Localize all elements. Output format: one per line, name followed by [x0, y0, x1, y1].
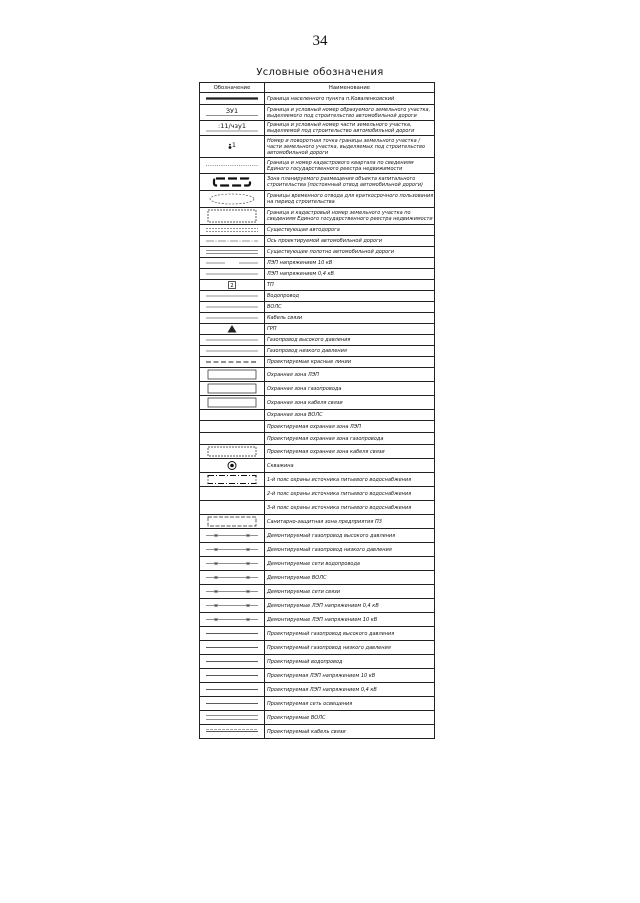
legend-row	[200, 599, 435, 613]
legend-symbol-cell	[200, 725, 265, 739]
legend-name: Проектируемый газопровод низкого давления	[265, 641, 435, 655]
sanitary-belt-2-icon	[200, 487, 264, 500]
legend-symbol-cell	[200, 105, 265, 121]
legend-name: Граница и номер кадастрового квартала по сведениям Единого государственного реестра недвижимости	[265, 158, 435, 174]
header-name: Наименование	[265, 83, 435, 93]
legend-name: Охранная зона кабеля связи	[265, 396, 435, 410]
legend-symbol-cell	[200, 421, 265, 433]
planned-zone-bold-dashed-icon	[200, 174, 264, 190]
legend-symbol-cell	[200, 382, 265, 396]
legend-symbol-cell	[200, 655, 265, 669]
fiber-optic-line-icon	[200, 302, 264, 312]
substation-box-icon	[200, 280, 264, 290]
legend-name: Демонтируемые сети связи	[265, 585, 435, 599]
fiber-zone-rect-icon	[200, 410, 264, 420]
legend-name: Зона планируемого размещения объекта капитального строительства (постоянный отвод автомобильной дороги)	[265, 174, 435, 191]
legend-name: Скважина	[265, 459, 435, 473]
legend-name: Охранная зона ВОЛС	[265, 410, 435, 421]
legend-header-row	[200, 83, 435, 93]
legend-row	[200, 641, 435, 655]
legend-row	[200, 571, 435, 585]
legend-symbol-cell	[200, 324, 265, 335]
parcel-number-text	[200, 105, 264, 120]
dismantled-gas-low-icon	[200, 543, 264, 556]
power-line-04kv-icon	[200, 269, 264, 279]
legend-row	[200, 324, 435, 335]
legend-name: Проектируемая ЛЭП напряжением 10 кВ	[265, 669, 435, 683]
legend-name: Охранная зона ЛЭП	[265, 368, 435, 382]
legend-row	[200, 396, 435, 410]
legend-symbol-cell	[200, 669, 265, 683]
svg-text:×: ×	[245, 616, 251, 624]
legend-name: Демонтируемые ЛЭП напряжением 10 кВ	[265, 613, 435, 627]
legend-name: Номер и поворотная точка границы земельного участка /части земельного участка, выделяемых под строительство автомобильной дороги	[265, 136, 435, 158]
legend-row	[200, 208, 435, 225]
legend-name: Граница и условный номер образуемого земельного участка, выделяемого под строительство автомобильной дороги	[265, 105, 435, 121]
legend-row	[200, 136, 435, 158]
legend-row	[200, 669, 435, 683]
legend-symbol-cell	[200, 335, 265, 346]
existing-roadway-line-icon	[200, 247, 264, 257]
svg-text:×: ×	[213, 546, 219, 554]
legend-row	[200, 93, 435, 105]
legend-name: 3-й пояс охраны источника питьевого водоснабжения	[265, 501, 435, 515]
legend-name: Санитарно-защитная зона предприятия П3	[265, 515, 435, 529]
planned-water-icon	[200, 655, 264, 668]
legend-symbol-cell	[200, 445, 265, 459]
legend-symbol-cell	[200, 236, 265, 247]
legend-row	[200, 335, 435, 346]
legend-symbol-cell	[200, 258, 265, 269]
legend-symbol-cell	[200, 683, 265, 697]
legend-symbol-label: •1	[228, 140, 236, 149]
dismantled-power-04-icon	[200, 599, 264, 612]
legend-row	[200, 585, 435, 599]
svg-text:×: ×	[213, 588, 219, 596]
legend-name: ЛЭП напряжением 10 кВ	[265, 258, 435, 269]
legend-symbol-label: ЗУ1	[225, 106, 239, 115]
settlement-boundary-thick-line-icon	[200, 93, 264, 104]
legend-symbol-cell	[200, 711, 265, 725]
svg-text:×: ×	[245, 560, 251, 568]
legend-table	[199, 82, 435, 739]
legend-symbol-cell	[200, 410, 265, 421]
legend-row	[200, 191, 435, 208]
legend-name: Демонтируемые сети водопровода	[265, 557, 435, 571]
legend-row	[200, 501, 435, 515]
legend-name: Проектируемая охранная зона газопровода	[265, 433, 435, 445]
legend-row	[200, 313, 435, 324]
legend-row	[200, 557, 435, 571]
legend-row	[200, 368, 435, 382]
dismantled-water-icon	[200, 557, 264, 570]
legend-name: Демонтируемый газопровод низкого давления	[265, 543, 435, 557]
parcel-part-number-text	[200, 121, 264, 135]
cadastral-boundary-dotted-icon	[200, 158, 264, 173]
legend-symbol-cell	[200, 280, 265, 291]
legend-symbol-cell	[200, 571, 265, 585]
legend-row	[200, 291, 435, 302]
legend-name: Проектируемый кабель связи	[265, 725, 435, 739]
legend-row	[200, 529, 435, 543]
legend-row	[200, 410, 435, 421]
legend-name: 1-й пояс охраны источника питьевого водоснабжения	[265, 473, 435, 487]
page-number: 34	[312, 33, 328, 49]
legend-symbol-cell	[200, 269, 265, 280]
legend-row	[200, 683, 435, 697]
svg-text:×: ×	[213, 532, 219, 540]
legend-symbol-cell	[200, 302, 265, 313]
legend-name: Газопровод высокого давления	[265, 335, 435, 346]
legend-symbol-cell	[200, 158, 265, 174]
legend-name: ЛЭП напряжением 0,4 кВ	[265, 269, 435, 280]
legend-row	[200, 382, 435, 396]
water-pipe-line-icon	[200, 291, 264, 301]
turning-point-dot-icon	[200, 136, 264, 157]
planned-gas-zone-icon	[200, 433, 264, 444]
legend-symbol-cell	[200, 487, 265, 501]
gas-pipe-high-line-icon	[200, 335, 264, 345]
svg-text:×: ×	[245, 574, 251, 582]
legend-symbol-label: :11/чзу1	[218, 122, 246, 130]
svg-text:×: ×	[213, 602, 219, 610]
legend-symbol-cell	[200, 247, 265, 258]
legend-symbol-cell	[200, 191, 265, 208]
legend-symbol-cell	[200, 459, 265, 473]
legend-name: ТП	[265, 280, 435, 291]
legend-row	[200, 258, 435, 269]
legend-symbol-cell	[200, 473, 265, 487]
communication-cable-line-icon	[200, 313, 264, 323]
power-line-10kv-icon	[200, 258, 264, 268]
existing-road-dashed-icon	[200, 225, 264, 235]
legend-symbol-cell	[200, 585, 265, 599]
legend-symbol-cell	[200, 313, 265, 324]
legend-name: Проектируемый газопровод высокого давления	[265, 627, 435, 641]
parcel-boundary-dashed-rect-icon	[200, 208, 264, 224]
svg-text:×: ×	[213, 574, 219, 582]
dismantled-comm-icon	[200, 585, 264, 598]
legend-symbol-cell	[200, 515, 265, 529]
legend-title: Условные обозначения	[256, 67, 384, 78]
legend-symbol-cell	[200, 613, 265, 627]
red-lines-dashed-icon	[200, 357, 264, 367]
gas-pipe-low-line-icon	[200, 346, 264, 356]
legend-row	[200, 627, 435, 641]
dismantled-gas-high-icon	[200, 529, 264, 542]
legend-name: Ось проектируемой автомобильной дороги	[265, 236, 435, 247]
legend-row	[200, 655, 435, 669]
legend-symbol-cell	[200, 136, 265, 158]
dismantled-power-10-icon	[200, 613, 264, 626]
legend-symbol-cell	[200, 557, 265, 571]
legend-symbol-cell	[200, 225, 265, 236]
legend-name: Демонтируемые ВОЛС	[265, 571, 435, 585]
legend-row	[200, 357, 435, 368]
road-axis-line-icon	[200, 236, 264, 246]
header-symbol: Обозначение	[200, 83, 265, 93]
svg-text:×: ×	[245, 588, 251, 596]
legend-name: Существующее полотно автомобильной дороги	[265, 247, 435, 258]
planned-gas-low-icon	[200, 641, 264, 654]
legend-symbol-cell	[200, 501, 265, 515]
legend-row	[200, 225, 435, 236]
sanitary-protection-zone-icon	[200, 515, 264, 528]
legend-row	[200, 433, 435, 445]
planned-fiber-icon	[200, 711, 264, 724]
legend-row	[200, 473, 435, 487]
legend-row	[200, 543, 435, 557]
legend-name: Демонтируемые ЛЭП напряжением 0,4 кВ	[265, 599, 435, 613]
gas-regulation-point-icon	[200, 324, 264, 334]
sanitary-belt-1-icon	[200, 473, 264, 486]
legend-row	[200, 269, 435, 280]
legend-symbol-cell	[200, 543, 265, 557]
legend-row	[200, 445, 435, 459]
legend-name: Проектируемые ВОЛС	[265, 711, 435, 725]
legend-row	[200, 459, 435, 473]
legend-row	[200, 247, 435, 258]
legend-row	[200, 487, 435, 501]
legend-name: Газопровод низкого давления	[265, 346, 435, 357]
svg-text:×: ×	[245, 602, 251, 610]
legend-symbol-cell	[200, 529, 265, 543]
legend-row	[200, 174, 435, 191]
legend-row	[200, 280, 435, 291]
legend-symbol-cell	[200, 697, 265, 711]
legend-name: Охранная зона газопровода	[265, 382, 435, 396]
legend-name: Проектируемая охранная зона кабеля связи	[265, 445, 435, 459]
legend-symbol-cell	[200, 208, 265, 225]
legend-symbol-cell	[200, 396, 265, 410]
gas-zone-rect-icon	[200, 382, 264, 395]
legend-row	[200, 515, 435, 529]
legend-name: ВОЛС	[265, 302, 435, 313]
legend-name: Проектируемый водопровод	[265, 655, 435, 669]
planned-comm-cable-icon	[200, 725, 264, 738]
legend-name: Проектируемая ЛЭП напряжением 0,4 кВ	[265, 683, 435, 697]
well-circle-icon	[200, 459, 264, 472]
legend-body	[200, 93, 435, 739]
planned-power-10-icon	[200, 669, 264, 682]
svg-text:×: ×	[245, 532, 251, 540]
legend-name: Граница населенного пункта п.Коваленковский	[265, 93, 435, 105]
power-line-zone-rect-icon	[200, 368, 264, 381]
legend-name: Проектируемая охранная зона ЛЭП	[265, 421, 435, 433]
planned-power-04-icon	[200, 683, 264, 696]
legend-symbol-cell	[200, 291, 265, 302]
legend-name: Кабель связи	[265, 313, 435, 324]
legend-name: Граница и условный номер части земельного участка, выделяемой под строительство автомобильной дороги	[265, 121, 435, 136]
legend-row	[200, 421, 435, 433]
legend-name: Водопровод	[265, 291, 435, 302]
legend-row	[200, 302, 435, 313]
planned-cable-zone-icon	[200, 445, 264, 458]
legend-row	[200, 346, 435, 357]
legend-symbol-cell	[200, 641, 265, 655]
cable-zone-rect-icon	[200, 396, 264, 409]
legend-symbol-cell	[200, 174, 265, 191]
svg-text:×: ×	[245, 546, 251, 554]
legend-row	[200, 725, 435, 739]
legend-symbol-cell	[200, 346, 265, 357]
planned-power-zone-icon	[200, 421, 264, 432]
legend-name: Граница и кадастровый номер земельного участка по сведениям Единого государственного реестра недвижимости	[265, 208, 435, 225]
planned-lighting-icon	[200, 697, 264, 710]
legend-symbol-cell	[200, 368, 265, 382]
legend-row	[200, 711, 435, 725]
legend-name: Проектируемые красные линии	[265, 357, 435, 368]
legend-row	[200, 236, 435, 247]
legend-symbol-cell	[200, 433, 265, 445]
legend-symbol-cell	[200, 121, 265, 136]
legend-name: Существующая автодорога	[265, 225, 435, 236]
legend-name: 2-й пояс охраны источника питьевого водоснабжения	[265, 487, 435, 501]
svg-text:×: ×	[213, 560, 219, 568]
legend-row	[200, 105, 435, 121]
legend-row	[200, 121, 435, 136]
legend-symbol-cell	[200, 357, 265, 368]
legend-symbol-cell	[200, 599, 265, 613]
planned-gas-high-icon	[200, 627, 264, 640]
dismantled-fiber-icon	[200, 571, 264, 584]
legend-name: Демонтируемый газопровод высокого давления	[265, 529, 435, 543]
sanitary-belt-3-icon	[200, 501, 264, 514]
legend-name: ГРП	[265, 324, 435, 335]
legend-row	[200, 158, 435, 174]
legend-row	[200, 697, 435, 711]
legend-symbol-cell	[200, 93, 265, 105]
svg-text:2: 2	[230, 283, 234, 289]
legend-name: Границы временного отвода для краткосрочного пользования на период строительства	[265, 191, 435, 208]
temporary-allotment-oval-icon	[200, 191, 264, 207]
legend-symbol-cell	[200, 627, 265, 641]
legend-row	[200, 613, 435, 627]
legend-name: Проектируемая сеть освещения	[265, 697, 435, 711]
svg-text:×: ×	[213, 616, 219, 624]
